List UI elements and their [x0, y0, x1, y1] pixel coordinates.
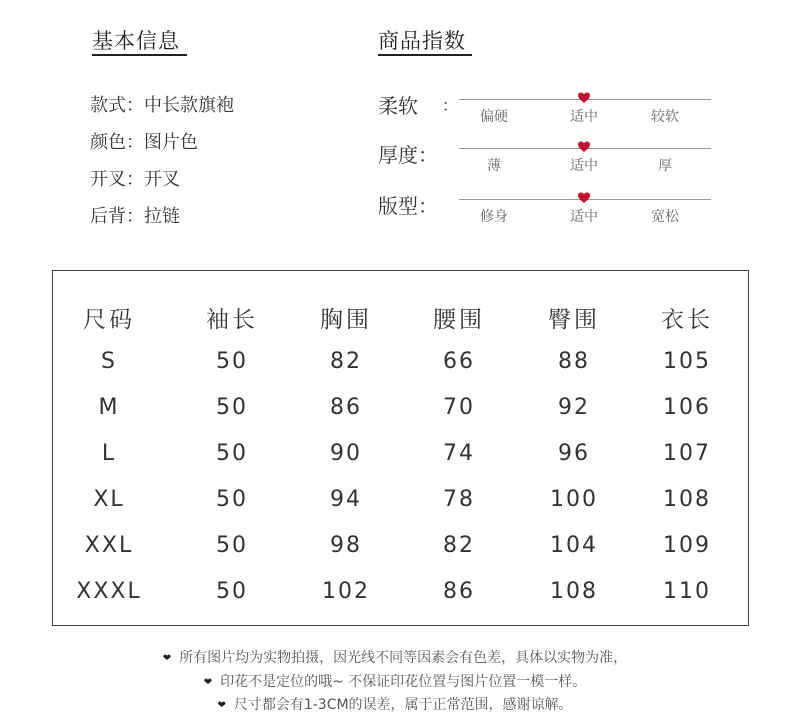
note-text: 印花不是定位的哦~ 不保证印花位置与图片位置一模一样。: [220, 674, 587, 690]
table-value-cell: 50: [216, 487, 248, 512]
table-value-cell: 82: [443, 533, 475, 558]
note-line-3: [0, 694, 790, 714]
scale-option-softness: 偏硬: [480, 109, 508, 125]
table-header-cell: 衣长: [661, 307, 713, 333]
table-value-cell: 108: [550, 579, 598, 604]
scale-option-thickness: 薄: [487, 158, 501, 174]
table-size-cell: XXL: [84, 533, 134, 558]
table-value-cell: 50: [216, 533, 248, 558]
table-value-cell: 74: [443, 441, 475, 466]
table-value-cell: 82: [330, 349, 362, 374]
heart-bullet-icon: ❤: [162, 653, 172, 664]
product-index-underline: [378, 54, 472, 56]
heart-bullet-icon: ❤: [203, 677, 213, 688]
note-line-2: [0, 671, 790, 691]
table-value-cell: 50: [216, 579, 248, 604]
table-value-cell: 110: [663, 579, 711, 604]
table-value-cell: 106: [663, 395, 711, 420]
heart-marker-icon: [578, 141, 590, 153]
table-value-cell: 109: [663, 533, 711, 558]
table-size-cell: S: [101, 349, 117, 374]
scale-colon-softness: ：: [442, 96, 459, 115]
scale-option-fit: 适中: [570, 209, 598, 225]
info-row-style: 款式：中长款旗袍: [90, 95, 234, 116]
table-value-cell: 98: [330, 533, 362, 558]
table-header-cell: 袖长: [206, 307, 258, 333]
scale-option-thickness: 适中: [570, 158, 598, 174]
scale-option-softness: 较软: [651, 109, 679, 125]
scale-option-fit: 修身: [480, 209, 508, 225]
table-value-cell: 78: [443, 487, 475, 512]
table-size-cell: L: [101, 441, 117, 466]
info-row-back: 后背：拉链: [90, 206, 180, 227]
table-size-cell: M: [98, 395, 120, 420]
table-value-cell: 96: [558, 441, 590, 466]
heart-marker-icon: [578, 192, 590, 204]
table-header-cell: 尺码: [83, 307, 135, 333]
note-text: 尺寸都会有1-3CM的误差，属于正常范围，感谢谅解。: [233, 697, 573, 713]
table-value-cell: 66: [443, 349, 475, 374]
table-value-cell: 88: [558, 349, 590, 374]
table-value-cell: 50: [216, 395, 248, 420]
table-value-cell: 70: [443, 395, 475, 420]
table-value-cell: 86: [330, 395, 362, 420]
table-value-cell: 50: [216, 349, 248, 374]
table-header-cell: 臀围: [548, 307, 600, 333]
table-value-cell: 107: [663, 441, 711, 466]
scale-label-softness: 柔软: [378, 94, 418, 118]
table-size-cell: XXXL: [76, 579, 142, 604]
table-value-cell: 86: [443, 579, 475, 604]
note-text: 所有图片均为实物拍摄，因光线不同等因素会有色差，具体以实物为准，: [179, 650, 628, 666]
product-index-title: 商品指数: [378, 29, 466, 53]
note-line-1: [0, 647, 790, 667]
table-value-cell: 92: [558, 395, 590, 420]
scale-label-fit: 版型：: [378, 194, 438, 218]
table-value-cell: 104: [550, 533, 598, 558]
heart-marker-icon: [578, 92, 590, 104]
table-header-cell: 腰围: [433, 307, 485, 333]
info-row-color: 颜色：图片色: [90, 132, 198, 153]
scale-option-thickness: 厚: [658, 158, 672, 174]
table-header-cell: 胸围: [320, 307, 372, 333]
heart-bullet-icon: ❤: [217, 700, 226, 711]
table-value-cell: 108: [663, 487, 711, 512]
scale-option-fit: 宽松: [651, 209, 679, 225]
basic-info-title: 基本信息: [92, 29, 180, 53]
table-value-cell: 105: [663, 349, 711, 374]
info-row-slit: 开叉：开叉: [90, 169, 180, 190]
scale-label-thickness: 厚度：: [378, 143, 438, 167]
basic-info-underline: [92, 54, 187, 56]
table-value-cell: 100: [550, 487, 598, 512]
table-value-cell: 50: [216, 441, 248, 466]
table-size-cell: XL: [93, 487, 125, 512]
table-value-cell: 102: [322, 579, 370, 604]
table-value-cell: 94: [330, 487, 362, 512]
table-value-cell: 90: [330, 441, 362, 466]
scale-option-softness: 适中: [570, 109, 598, 125]
